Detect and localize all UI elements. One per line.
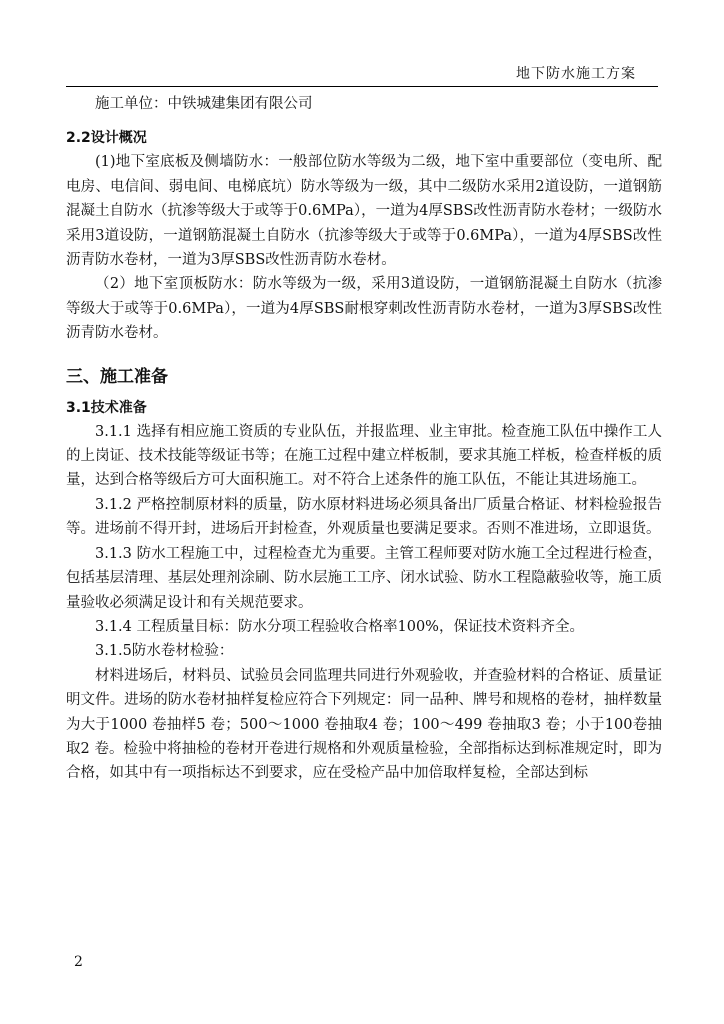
inspection-paragraph: 材料进场后，材料员、试验员会同监理共同进行外观验收，并查验材料的合格证、质量证明文件。进场的防水卷材抽样复检应符合下列规定：同一品种、牌号和规格的卷材，抽样数量为大于1000 卷抽样5 卷；500～1000 卷抽取4 卷；100～499 卷抽取3 卷；小于100卷抽取2 卷。检验中将抽检的卷材开卷进行规格和外观质量检验，全部指标达到标准规定时，即为合格，如其中有一项指标达不到要求，应在受检产品中加倍取样复检，全部达到标 (66, 667, 662, 782)
running-header-title: 地下防水施工方案 (516, 66, 636, 82)
section-3-heading: 三、施工准备 (66, 366, 168, 387)
item-3-1-1: 3.1.1 选择有相应施工资质的专业队伍，并报监理、业主审批。检查施工队伍中操作工人的上岗证、技术技能等级证书等；在施工过程中建立样板制，要求其施工样板，检查样板的质量，达到合格等级后方可大面积施工。对不符合上述条件的施工队伍，不能让其进场施工。 (66, 423, 662, 489)
item-3-1-5: 3.1.5防水卷材检验： (95, 643, 234, 660)
design-overview-heading: 2.2设计概况 (66, 130, 147, 147)
technical-prep-heading: 3.1技术准备 (66, 399, 147, 416)
document-body (66, 92, 662, 786)
item-3-1-4: 3.1.4 工程质量目标：防水分项工程验收合格率100%，保证技术资料齐全。 (95, 618, 584, 635)
header-rule (66, 86, 658, 87)
item-3-1-2: 3.1.2 严格控制原材料的质量，防水原材料进场必须具备出厂质量合格证、材料检验报告等。进场前不得开封，进场后开封检查，外观质量也要满足要求。否则不准进场，立即退货。 (66, 496, 662, 538)
page-number: 2 (74, 954, 83, 970)
design-paragraph-1: (1)地下室底板及侧墙防水：一般部位防水等级为二级，地下室中重要部位（变电所、配电房、电信间、弱电间、电梯底坑）防水等级为一级，其中二级防水采用2道设防，一道钢筋混凝土自防水（抗渗等级大于或等于0.6MPa），一道为4厚SBS改性沥青防水卷材；一级防水采用3道设防，一道钢筋混凝土自防水（抗渗等级大于或等于0.6MPa），一道为4厚SBS改性沥青防水卷材，一道为3厚SBS改性沥青防水卷材。 (66, 154, 662, 269)
item-3-1-3: 3.1.3 防水工程施工中，过程检查尤为重要。主管工程师要对防水施工全过程进行检查，包括基层清理、基层处理剂涂刷、防水层施工工序、闭水试验、防水工程隐蔽验收等，施工质量验收必须满足设计和有关规范要求。 (66, 545, 662, 611)
contractor-line: 施工单位：中铁城建集团有限公司 (95, 96, 313, 112)
design-paragraph-2: （2）地下室顶板防水：防水等级为一级，采用3道设防，一道钢筋混凝土自防水（抗渗等级大于或等于0.6MPa），一道为4厚SBS耐根穿刺改性沥青防水卷材，一道为3厚SBS改性沥青防水卷材。 (66, 276, 662, 342)
